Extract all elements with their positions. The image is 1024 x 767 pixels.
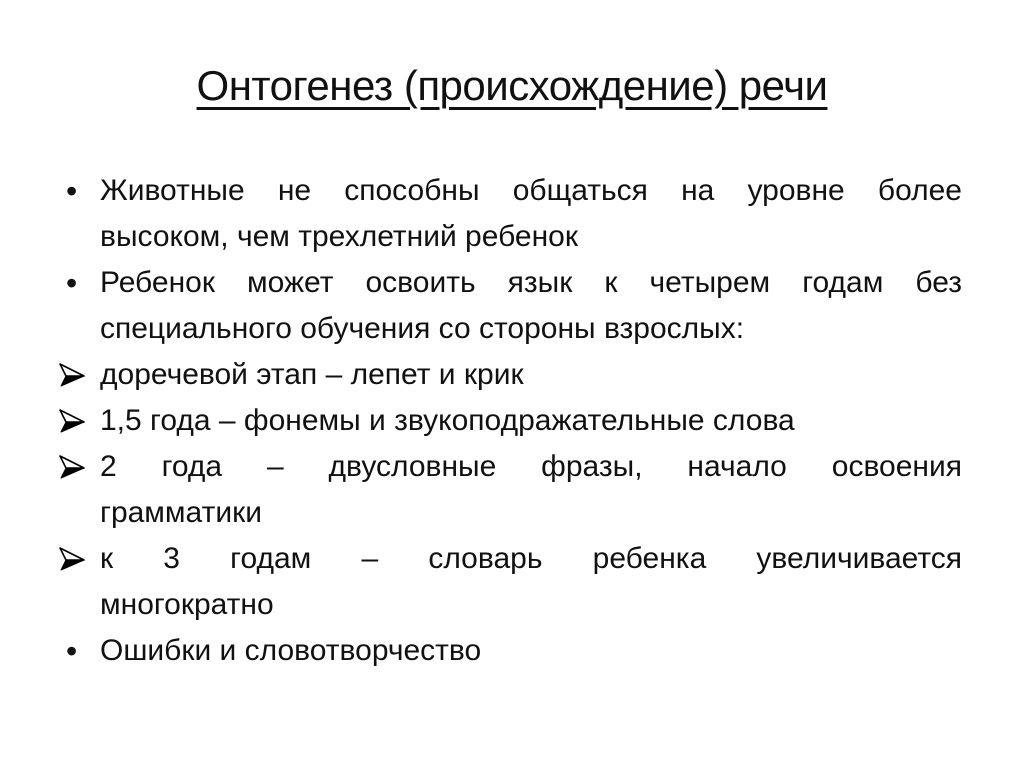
text-line: грамматики <box>100 496 262 529</box>
list-item-text <box>100 444 962 536</box>
text-line: высоком, чем трехлетний ребенок <box>100 220 578 253</box>
list-item <box>62 536 962 628</box>
list-item-text <box>100 260 962 352</box>
arrow-bullet-icon <box>62 444 96 490</box>
dot-bullet-icon: • <box>66 265 78 301</box>
text-line: Ошибки и словотворчество <box>100 634 482 667</box>
list-item-text <box>100 168 962 260</box>
arrow-bullet-icon <box>62 352 96 398</box>
arrow-bullet-glyph <box>57 362 87 388</box>
list-item <box>62 444 962 536</box>
bullet-list <box>62 168 962 674</box>
list-item <box>62 628 962 674</box>
dot-bullet-icon: • <box>66 633 78 669</box>
list-item-text <box>100 536 962 628</box>
arrow-bullet-glyph <box>57 408 87 434</box>
text-line: 2 года – двусловные фразы, начало освоения <box>100 450 962 483</box>
list-item-text <box>100 352 962 398</box>
arrow-bullet-icon <box>62 536 96 582</box>
list-item-text <box>100 628 962 674</box>
text-line: Ребенок может освоить язык к четырем годам без <box>100 266 962 299</box>
text-line: многократно <box>100 588 274 621</box>
text-line: доречевой этап – лепет и крик <box>100 358 524 391</box>
text-line: Животные не способны общаться на уровне более <box>100 174 962 207</box>
arrow-bullet-glyph <box>57 546 87 572</box>
text-line: 1,5 года – фонемы и звукоподражательные слова <box>100 404 795 437</box>
arrow-bullet-glyph <box>57 454 87 480</box>
dot-bullet-icon: • <box>66 173 78 209</box>
slide-title: Онтогенез (происхождение) речи <box>196 62 828 109</box>
list-item <box>62 168 962 260</box>
text-line: специального обучения со стороны взрослых: <box>100 312 745 345</box>
list-item <box>62 352 962 398</box>
list-item <box>62 398 962 444</box>
list-item-text <box>100 398 962 444</box>
list-item <box>62 260 962 352</box>
text-line: к 3 годам – словарь ребенка увеличивается <box>100 542 962 575</box>
arrow-bullet-icon <box>62 398 96 444</box>
